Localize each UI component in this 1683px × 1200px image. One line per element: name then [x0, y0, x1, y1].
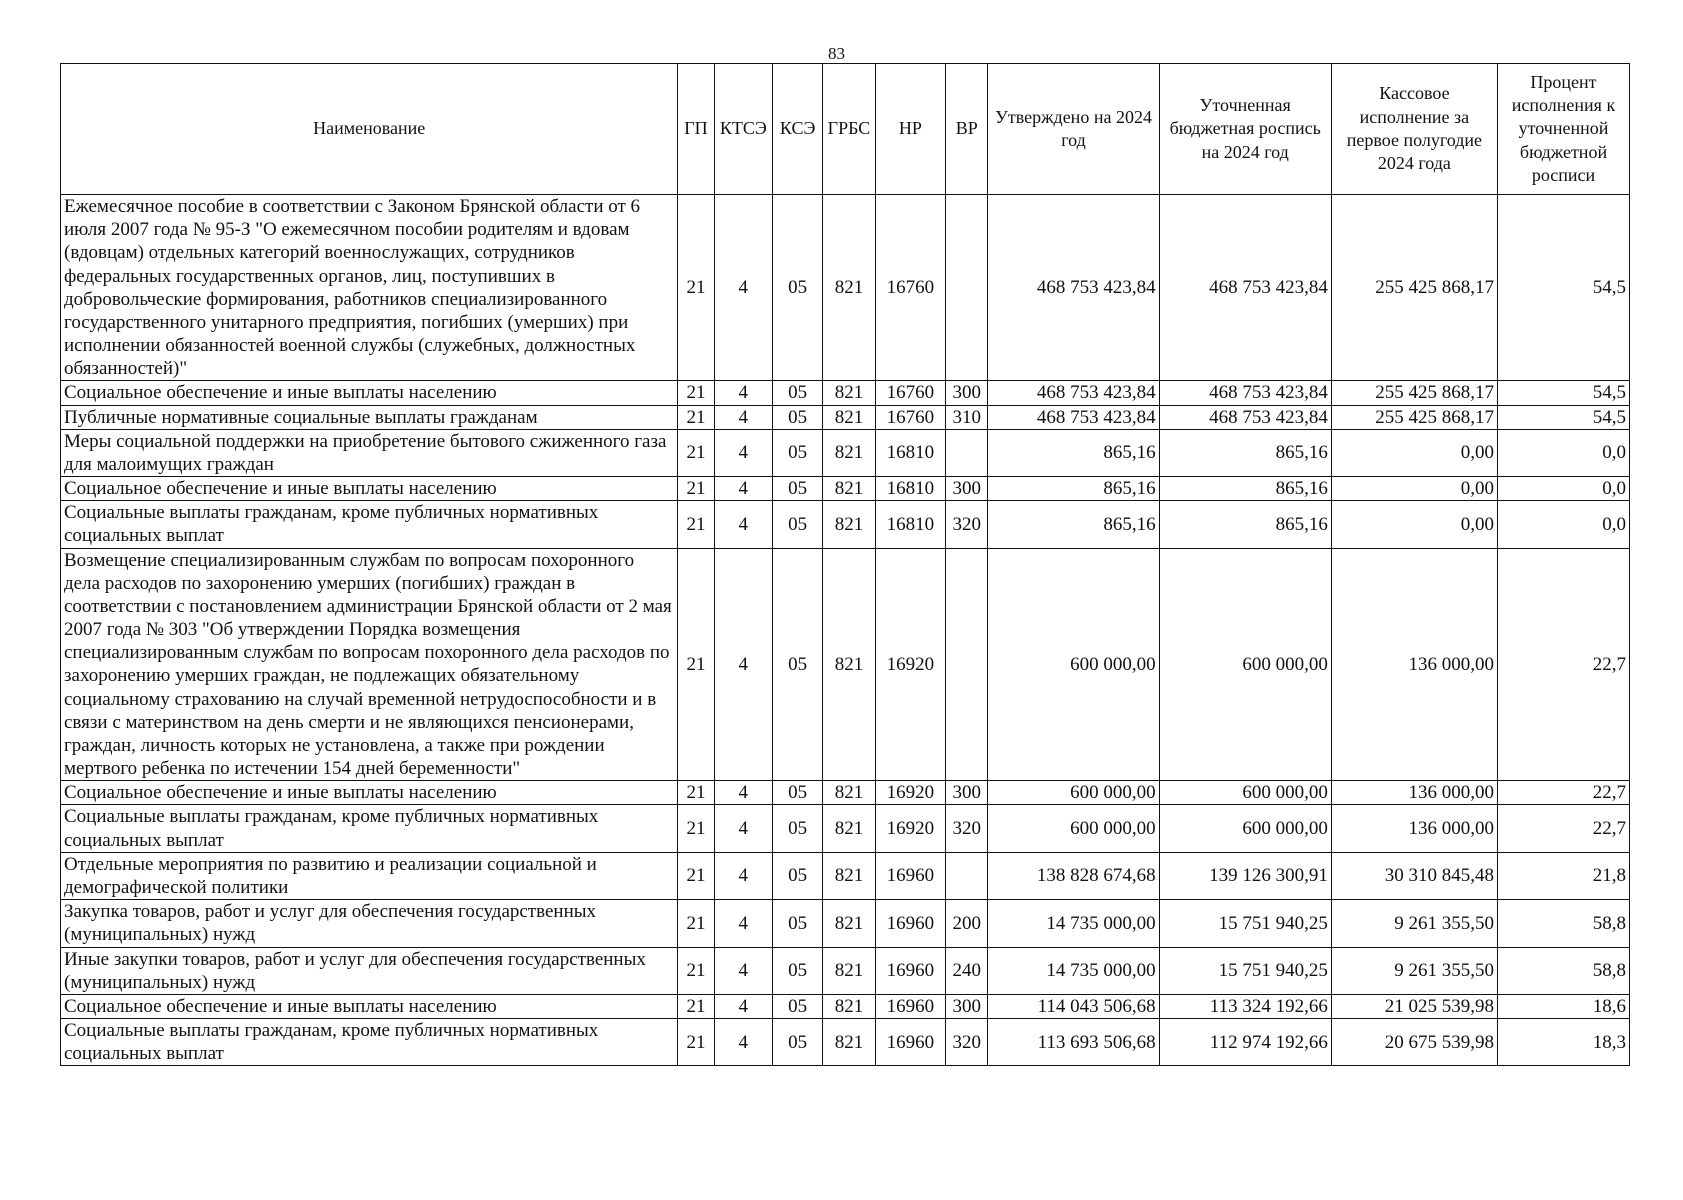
header-refined: Уточненная бюджетная роспись на 2024 год [1159, 64, 1331, 195]
page-number: 83 [828, 44, 845, 63]
cell-kse: 05 [772, 548, 822, 781]
table-row [61, 805, 1630, 852]
cell-ktse: 4 [714, 947, 772, 994]
cell-np: 16960 [875, 900, 945, 947]
cell-grbs: 821 [823, 900, 875, 947]
cell-ktse: 4 [714, 900, 772, 947]
cell-name: Закупка товаров, работ и услуг для обеспечения государственных (муниципальных) нужд [61, 900, 678, 947]
cell-vr [946, 195, 988, 381]
cell-vr: 320 [946, 805, 988, 852]
cell-percent: 22,7 [1497, 548, 1629, 781]
cell-grbs: 821 [823, 805, 875, 852]
cell-kse: 05 [772, 501, 822, 548]
cell-grbs: 821 [823, 852, 875, 899]
cell-kse: 05 [772, 805, 822, 852]
cell-vr [946, 852, 988, 899]
cell-gp: 21 [678, 947, 714, 994]
cell-np: 16810 [875, 501, 945, 548]
cell-np: 16920 [875, 805, 945, 852]
header-kse: КСЭ [772, 64, 822, 195]
cell-percent: 0,0 [1497, 429, 1629, 476]
cell-refined: 468 753 423,84 [1159, 405, 1331, 429]
cell-name: Отдельные мероприятия по развитию и реализации социальной и демографической политики [61, 852, 678, 899]
cell-kse: 05 [772, 381, 822, 405]
cell-percent: 54,5 [1497, 195, 1629, 381]
cell-kse: 05 [772, 429, 822, 476]
cell-cash: 0,00 [1331, 429, 1497, 476]
cell-cash: 255 425 868,17 [1331, 381, 1497, 405]
cell-gp: 21 [678, 781, 714, 805]
cell-cash: 136 000,00 [1331, 548, 1497, 781]
cell-gp: 21 [678, 501, 714, 548]
cell-ktse: 4 [714, 1019, 772, 1066]
header-name: Наименование [61, 64, 678, 195]
cell-gp: 21 [678, 429, 714, 476]
cell-approved: 114 043 506,68 [988, 994, 1159, 1018]
cell-percent: 0,0 [1497, 501, 1629, 548]
cell-vr: 320 [946, 501, 988, 548]
cell-cash: 0,00 [1331, 501, 1497, 548]
table-row [61, 405, 1630, 429]
cell-grbs: 821 [823, 548, 875, 781]
cell-kse: 05 [772, 781, 822, 805]
cell-percent: 21,8 [1497, 852, 1629, 899]
cell-np: 16810 [875, 429, 945, 476]
cell-cash: 20 675 539,98 [1331, 1019, 1497, 1066]
cell-refined: 468 753 423,84 [1159, 381, 1331, 405]
cell-name: Возмещение специализированным службам по вопросам похоронного дела расходов по захоронению умерших (погибших) граждан в соответствии с постановлением администрации Брянской области от 2 мая 2007 года № 303 "Об утверждении Порядка возмещения специализированным службам по вопросам похоронного дела расходов по захоронению умерших граждан, не подлежащих обязательному социальному страхованию на случай временной нетрудоспособности и в связи с материнством на день смерти и не являющихся пенсионерами, граждан, личность которых не установлена, а также при рождении мертвого ребенка по истечении 154 дней беременности" [61, 548, 678, 781]
cell-percent: 22,7 [1497, 781, 1629, 805]
cell-refined: 600 000,00 [1159, 781, 1331, 805]
cell-kse: 05 [772, 195, 822, 381]
cell-np: 16760 [875, 381, 945, 405]
table-row [61, 852, 1630, 899]
cell-name: Социальные выплаты гражданам, кроме публичных нормативных социальных выплат [61, 805, 678, 852]
cell-kse: 05 [772, 477, 822, 501]
cell-cash: 136 000,00 [1331, 781, 1497, 805]
cell-refined: 113 324 192,66 [1159, 994, 1331, 1018]
cell-gp: 21 [678, 994, 714, 1018]
cell-np: 16760 [875, 405, 945, 429]
cell-kse: 05 [772, 994, 822, 1018]
cell-name: Публичные нормативные социальные выплаты гражданам [61, 405, 678, 429]
cell-kse: 05 [772, 947, 822, 994]
table-row [61, 900, 1630, 947]
table-row [61, 195, 1630, 381]
cell-cash: 136 000,00 [1331, 805, 1497, 852]
cell-ktse: 4 [714, 994, 772, 1018]
table-row [61, 994, 1630, 1018]
table-row [61, 501, 1630, 548]
cell-approved: 113 693 506,68 [988, 1019, 1159, 1066]
cell-percent: 18,6 [1497, 994, 1629, 1018]
cell-gp: 21 [678, 195, 714, 381]
header-np: НР [875, 64, 945, 195]
cell-grbs: 821 [823, 1019, 875, 1066]
cell-name: Социальное обеспечение и иные выплаты населению [61, 477, 678, 501]
header-cash: Кассовое исполнение за первое полугодие 2024 года [1331, 64, 1497, 195]
cell-percent: 18,3 [1497, 1019, 1629, 1066]
cell-vr: 300 [946, 381, 988, 405]
cell-vr: 300 [946, 994, 988, 1018]
header-approved: Утверждено на 2024 год [988, 64, 1159, 195]
cell-gp: 21 [678, 805, 714, 852]
cell-np: 16760 [875, 195, 945, 381]
cell-ktse: 4 [714, 477, 772, 501]
cell-gp: 21 [678, 1019, 714, 1066]
cell-ktse: 4 [714, 501, 772, 548]
header-vr: ВР [946, 64, 988, 195]
cell-approved: 468 753 423,84 [988, 195, 1159, 381]
cell-grbs: 821 [823, 947, 875, 994]
cell-approved: 865,16 [988, 477, 1159, 501]
cell-name: Иные закупки товаров, работ и услуг для обеспечения государственных (муниципальных) нужд [61, 947, 678, 994]
cell-approved: 14 735 000,00 [988, 947, 1159, 994]
cell-cash: 0,00 [1331, 477, 1497, 501]
table-row [61, 477, 1630, 501]
cell-percent: 0,0 [1497, 477, 1629, 501]
cell-gp: 21 [678, 852, 714, 899]
cell-ktse: 4 [714, 405, 772, 429]
cell-kse: 05 [772, 900, 822, 947]
cell-np: 16920 [875, 781, 945, 805]
cell-gp: 21 [678, 900, 714, 947]
cell-approved: 600 000,00 [988, 548, 1159, 781]
cell-vr: 320 [946, 1019, 988, 1066]
cell-vr: 300 [946, 477, 988, 501]
header-gp: ГП [678, 64, 714, 195]
header-grbs: ГРБС [823, 64, 875, 195]
cell-gp: 21 [678, 405, 714, 429]
cell-ktse: 4 [714, 805, 772, 852]
cell-name: Социальные выплаты гражданам, кроме публичных нормативных социальных выплат [61, 501, 678, 548]
cell-np: 16810 [875, 477, 945, 501]
cell-vr [946, 429, 988, 476]
cell-gp: 21 [678, 477, 714, 501]
cell-approved: 468 753 423,84 [988, 381, 1159, 405]
cell-name: Социальные выплаты гражданам, кроме публичных нормативных социальных выплат [61, 1019, 678, 1066]
cell-refined: 139 126 300,91 [1159, 852, 1331, 899]
cell-grbs: 821 [823, 381, 875, 405]
cell-grbs: 821 [823, 781, 875, 805]
cell-name: Меры социальной поддержки на приобретение бытового сжиженного газа для малоимущих граждан [61, 429, 678, 476]
cell-np: 16920 [875, 548, 945, 781]
cell-percent: 54,5 [1497, 405, 1629, 429]
cell-ktse: 4 [714, 852, 772, 899]
cell-refined: 15 751 940,25 [1159, 947, 1331, 994]
cell-cash: 255 425 868,17 [1331, 195, 1497, 381]
cell-grbs: 821 [823, 994, 875, 1018]
header-ktse: КТСЭ [714, 64, 772, 195]
cell-approved: 600 000,00 [988, 805, 1159, 852]
cell-grbs: 821 [823, 501, 875, 548]
table-header-row [61, 64, 1630, 195]
table-row [61, 429, 1630, 476]
cell-refined: 600 000,00 [1159, 805, 1331, 852]
cell-kse: 05 [772, 852, 822, 899]
header-percent: Процент исполнения к уточненной бюджетной росписи [1497, 64, 1629, 195]
budget-execution-table [60, 63, 1630, 1066]
cell-cash: 9 261 355,50 [1331, 947, 1497, 994]
cell-gp: 21 [678, 548, 714, 781]
cell-ktse: 4 [714, 429, 772, 476]
cell-refined: 112 974 192,66 [1159, 1019, 1331, 1066]
cell-name: Ежемесячное пособие в соответствии с Законом Брянской области от 6 июля 2007 года № 95-З "О ежемесячном пособии родителям и вдовам (вдовцам) отдельных категорий военнослужащих, сотрудников федеральных государственных органов, лиц, поступивших в добровольческие формирования, работников специализированного государственного унитарного предприятия, погибших (умерших) при исполнении обязанностей военной службы (служебных, должностных обязанностей)" [61, 195, 678, 381]
cell-grbs: 821 [823, 477, 875, 501]
cell-percent: 58,8 [1497, 900, 1629, 947]
cell-cash: 30 310 845,48 [1331, 852, 1497, 899]
cell-approved: 138 828 674,68 [988, 852, 1159, 899]
cell-name: Социальное обеспечение и иные выплаты населению [61, 994, 678, 1018]
cell-grbs: 821 [823, 195, 875, 381]
cell-grbs: 821 [823, 405, 875, 429]
cell-cash: 21 025 539,98 [1331, 994, 1497, 1018]
cell-percent: 22,7 [1497, 805, 1629, 852]
cell-refined: 865,16 [1159, 477, 1331, 501]
table-row [61, 781, 1630, 805]
cell-vr [946, 548, 988, 781]
cell-percent: 54,5 [1497, 381, 1629, 405]
cell-refined: 600 000,00 [1159, 548, 1331, 781]
cell-np: 16960 [875, 852, 945, 899]
cell-np: 16960 [875, 947, 945, 994]
table-row [61, 548, 1630, 781]
table-row [61, 381, 1630, 405]
cell-percent: 58,8 [1497, 947, 1629, 994]
cell-gp: 21 [678, 381, 714, 405]
cell-np: 16960 [875, 1019, 945, 1066]
cell-kse: 05 [772, 405, 822, 429]
cell-vr: 300 [946, 781, 988, 805]
cell-ktse: 4 [714, 381, 772, 405]
cell-approved: 865,16 [988, 501, 1159, 548]
cell-name: Социальное обеспечение и иные выплаты населению [61, 781, 678, 805]
cell-cash: 9 261 355,50 [1331, 900, 1497, 947]
table-row [61, 947, 1630, 994]
cell-vr: 200 [946, 900, 988, 947]
cell-kse: 05 [772, 1019, 822, 1066]
table-row [61, 1019, 1630, 1066]
cell-refined: 865,16 [1159, 429, 1331, 476]
cell-refined: 468 753 423,84 [1159, 195, 1331, 381]
cell-approved: 14 735 000,00 [988, 900, 1159, 947]
cell-approved: 865,16 [988, 429, 1159, 476]
cell-vr: 310 [946, 405, 988, 429]
cell-cash: 255 425 868,17 [1331, 405, 1497, 429]
cell-refined: 15 751 940,25 [1159, 900, 1331, 947]
cell-grbs: 821 [823, 429, 875, 476]
cell-vr: 240 [946, 947, 988, 994]
cell-name: Социальное обеспечение и иные выплаты населению [61, 381, 678, 405]
cell-np: 16960 [875, 994, 945, 1018]
cell-approved: 600 000,00 [988, 781, 1159, 805]
cell-refined: 865,16 [1159, 501, 1331, 548]
cell-ktse: 4 [714, 781, 772, 805]
cell-ktse: 4 [714, 548, 772, 781]
cell-ktse: 4 [714, 195, 772, 381]
cell-approved: 468 753 423,84 [988, 405, 1159, 429]
